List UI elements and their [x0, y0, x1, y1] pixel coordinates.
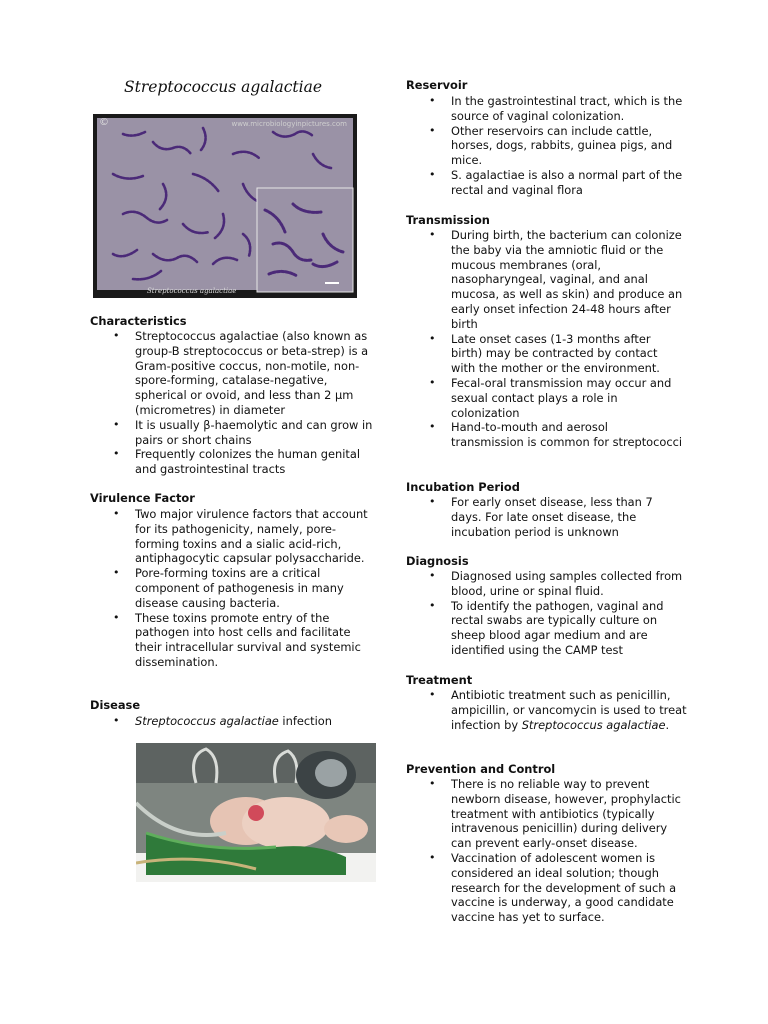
- virulence-heading: Virulence Factor: [90, 491, 195, 505]
- micrograph-image: [93, 114, 357, 298]
- list-item: • There is no reliable way to prevent newborn disease, however, prophylactic treatment with antibiotics (typically intravenous penicillin) during delivery can prevent early-onset disease.: [406, 777, 684, 851]
- list-item: • Other reservoirs can include cattle, horses, dogs, rabbits, guinea pigs, and mice.: [406, 124, 686, 168]
- list-item: [90, 714, 380, 729]
- disease-list: [90, 714, 380, 729]
- organism-name: Streptococcus agalactiae: [521, 717, 666, 732]
- prevention-list: [406, 777, 684, 925]
- treatment-text: Antibiotic treatment such as penicillin, ampicillin, or vancomycin is used to treat infection by: [451, 688, 687, 732]
- treatment-end: .: [665, 717, 670, 732]
- incubation-heading: Incubation Period: [406, 480, 520, 494]
- list-item: • Frequently colonizes the human genital and gastrointestinal tracts: [90, 447, 380, 477]
- list-item: • During birth, the bacterium can colonize the baby via the amniotic fluid or the mucous membranes (oral, nasopharyngeal, vaginal, and anal mucosa, as well as skin) and produce an early onset infection 24-48 hours after birth: [406, 228, 684, 332]
- list-item: [406, 688, 688, 732]
- list-item: • S. agalactiae is also a normal part of the rectal and vaginal flora: [406, 168, 686, 198]
- treatment-list: [406, 688, 688, 732]
- list-item: • It is usually β-haemolytic and can grow in pairs or short chains: [90, 418, 380, 448]
- diagnosis-list: [406, 569, 688, 658]
- document-title: Streptococcus agalactiae: [124, 78, 323, 96]
- incubation-list: [406, 495, 686, 539]
- diagnosis-heading: Diagnosis: [406, 554, 469, 568]
- list-item: • Pore-forming toxins are a critical component of pathogenesis in many disease causing bacteria.: [90, 566, 370, 610]
- list-item: • Hand-to-mouth and aerosol transmission is common for streptococci: [406, 420, 684, 450]
- list-item: • For early onset disease, less than 7 days. For late onset disease, the incubation period is unknown: [406, 495, 686, 539]
- characteristics-heading: Characteristics: [90, 314, 187, 328]
- list-item: • Two major virulence factors that account for its pathogenicity, namely, pore-forming toxins and a sialic acid-rich, antiphagocytic capsular polysaccharide.: [90, 507, 370, 566]
- characteristics-list: [90, 329, 380, 477]
- virulence-list: [90, 507, 370, 670]
- infant-photo: [136, 743, 376, 882]
- list-item: • Fecal-oral transmission may occur and sexual contact plays a role in colonization: [406, 376, 684, 420]
- micrograph-watermark: www.microbiologyinpictures.com: [231, 120, 347, 128]
- list-item: • These toxins promote entry of the pathogen into host cells and facilitate their intracellular survival and systemic dissemination.: [90, 611, 370, 670]
- micrograph-caption: Streptococcus agalactiae: [147, 287, 237, 295]
- list-item: • To identify the pathogen, vaginal and rectal swabs are typically culture on sheep blood agar medium and are identified using the CAMP test: [406, 599, 688, 658]
- prevention-heading: Prevention and Control: [406, 762, 556, 776]
- transmission-heading: Transmission: [406, 213, 490, 227]
- organism-name: Streptococcus agalactiae: [135, 714, 279, 728]
- treatment-heading: Treatment: [406, 673, 473, 687]
- list-item: • Late onset cases (1-3 months after birth) may be contracted by contact with the mother or the environment.: [406, 332, 684, 376]
- disease-text: infection: [278, 714, 332, 728]
- transmission-list: [406, 228, 684, 450]
- list-item: • Streptococcus agalactiae (also known as group-B streptococcus or beta-strep) is a Gram-positive coccus, non-motile, non-spore-forming, catalase-negative, spherical or ovoid, and less than 2 µm (micrometres) in diameter: [90, 329, 380, 418]
- list-item: • In the gastrointestinal tract, which is the source of vaginal colonization.: [406, 94, 686, 124]
- list-item: • Vaccination of adolescent women is considered an ideal solution; though research for the development of such a vaccine is underway, a good candidate vaccine has yet to surface.: [406, 851, 684, 925]
- disease-heading: Disease: [90, 698, 141, 712]
- micrograph-svg: [93, 114, 357, 298]
- infant-photo-svg: [136, 743, 376, 882]
- reservoir-list: [406, 94, 686, 198]
- list-item: • Diagnosed using samples collected from blood, urine or spinal fluid.: [406, 569, 688, 599]
- copyright-symbol: ©: [99, 117, 109, 128]
- reservoir-heading: Reservoir: [406, 78, 468, 92]
